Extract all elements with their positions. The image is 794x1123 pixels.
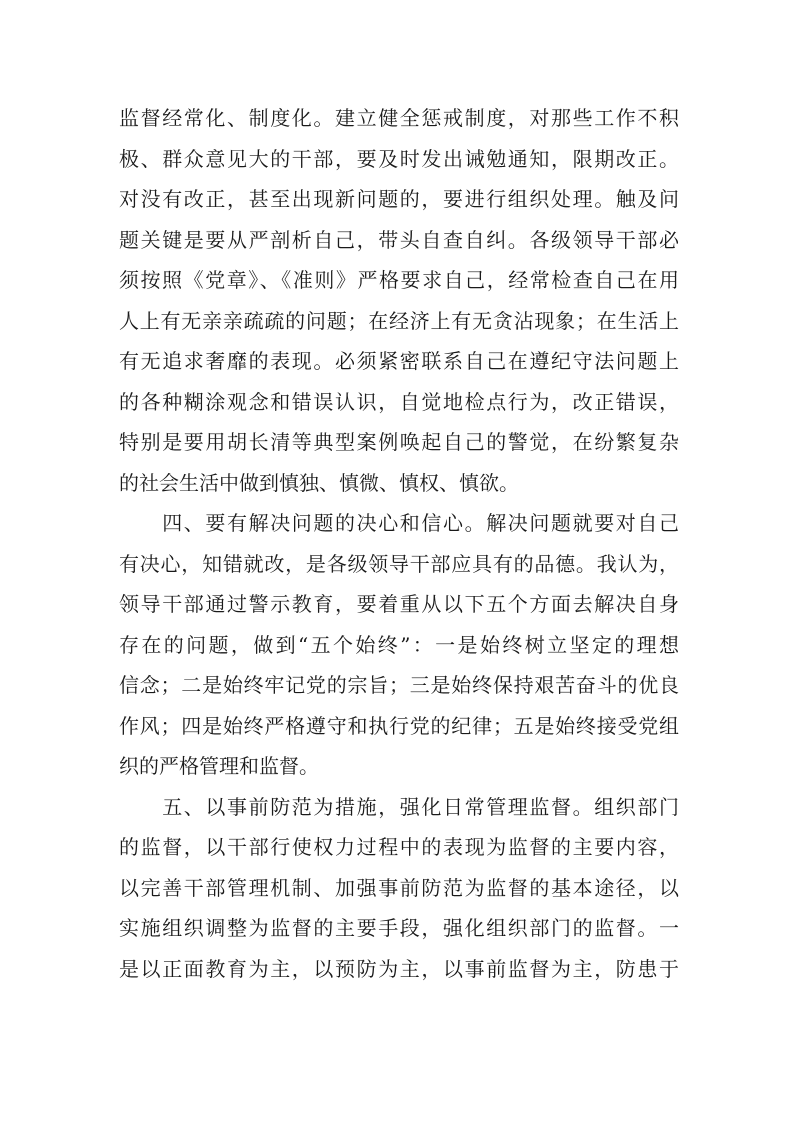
text-line: 的监督，以干部行使权力过程中的表现为监督的主要内容， (119, 835, 679, 859)
text-line: 以完善干部管理机制、加强事前防范为监督的基本途径，以 (119, 875, 679, 900)
text-line: 人上有无亲亲疏疏的问题；在经济上有无贪沾现象；在生活上 (119, 308, 679, 333)
text-line: 五、以事前防范为措施，强化日常管理监督。组织部门 (119, 794, 679, 819)
text-line: 作风；四是始终严格遵守和执行党的纪律；五是始终接受党组 (119, 713, 679, 738)
text-line: 有无追求奢靡的表现。必须紧密联系自己在遵纪守法问题上 (119, 349, 679, 373)
text-line: 四、要有解决问题的决心和信心。解决问题就要对自己 (119, 511, 679, 535)
text-line: 极、群众意见大的干部，要及时发出诫勉通知，限期改正。 (119, 146, 679, 171)
text-line: 存在的问题，做到“五个始终”：一是始终树立坚定的理想 (119, 632, 679, 657)
text-line: 对没有改正，甚至出现新问题的，要进行组织处理。触及问 (119, 187, 679, 211)
paragraph-end-line: 的社会生活中做到慎独、慎微、慎权、慎欲。 (119, 470, 519, 495)
text-line: 是以正面教育为主，以预防为主，以事前监督为主，防患于 (119, 956, 679, 981)
text-line: 有决心，知错就改，是各级领导干部应具有的品德。我认为， (119, 551, 679, 576)
text-line: 信念；二是始终牢记党的宗旨；三是始终保持艰苦奋斗的优良 (119, 673, 679, 697)
body-text (119, 98, 679, 989)
text-line: 实施组织调整为监督的主要手段，强化组织部门的监督。一 (119, 916, 679, 940)
text-line: 的各种糊涂观念和错误认识，自觉地检点行为，改正错误， (119, 389, 679, 414)
text-line: 特别是要用胡长清等典型案例唤起自己的警觉，在纷繁复杂 (119, 430, 679, 454)
text-line: 须按照《党章》、《准则》严格要求自己，经常检查自己在用 (119, 268, 679, 292)
text-line: 领导干部通过警示教育，要着重从以下五个方面去解决自身 (119, 592, 679, 616)
text-line: 监督经常化、制度化。建立健全惩戒制度，对那些工作不积 (119, 106, 679, 130)
text-line: 题关键是要从严剖析自己，带头自查自纠。各级领导干部必 (119, 227, 679, 252)
paragraph-end-line: 织的严格管理和监督。 (119, 754, 319, 778)
